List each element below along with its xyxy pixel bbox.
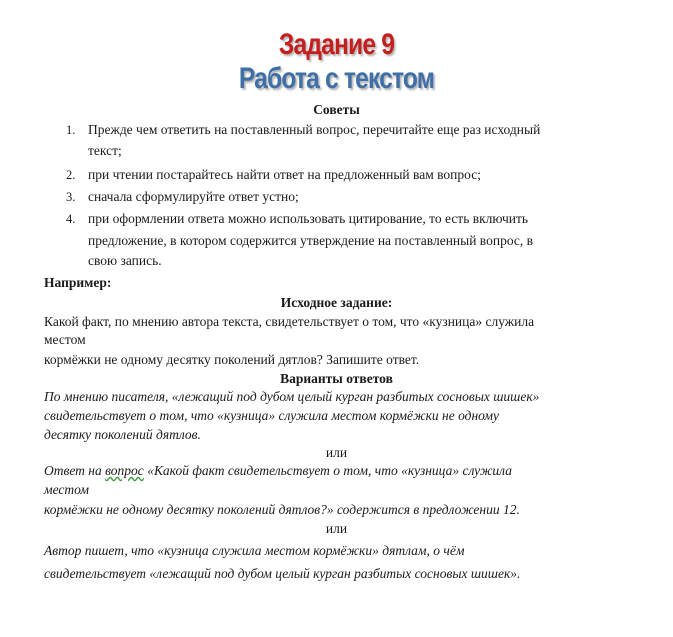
answer-line: [44, 463, 512, 479]
answer-line: десятку поколений дятлов.: [44, 427, 201, 442]
answer-line: свидетельствует о том, что «кузница» служила местом кормёжки не одному: [44, 408, 500, 423]
task-heading: Исходное задание:: [280, 295, 393, 310]
tip-line: текст;: [88, 143, 122, 158]
tip-line: при оформлении ответа можно использовать цитирование, то есть включить: [88, 211, 529, 226]
answer-line: местом: [44, 482, 90, 497]
answer-line: кормёжки не одному десятку поколений дятлов?» содержится в предложении 12.: [44, 502, 520, 517]
task-line: местом: [44, 332, 86, 347]
spellcheck-word: вопрос: [105, 463, 144, 478]
tip-line: сначала сформулируйте ответ устно;: [88, 189, 299, 204]
tip-line: Прежде чем ответить на поставленный вопрос, перечитайте еще раз исходный: [88, 122, 541, 137]
tip-number: 4.: [66, 212, 76, 226]
answers-heading: Варианты ответов: [280, 371, 393, 386]
tip-line: при чтении постарайтесь найти ответ на предложенный вам вопрос;: [88, 167, 481, 182]
tip-number: 2.: [66, 168, 76, 182]
answer-line: Автор пишет, что «кузница служила местом кормёжки» дятлам, о чём: [44, 543, 465, 558]
tips-heading: Советы: [313, 102, 360, 117]
or-separator: или: [325, 521, 348, 536]
tip-line: свою запись.: [88, 253, 162, 268]
task-line: Какой факт, по мнению автора текста, свидетельствует о том, что «кузница» служила: [44, 314, 535, 329]
answer-line: По мнению писателя, «лежащий под дубом целый курган разбитых сосновых шишек»: [44, 389, 540, 404]
answer-text: Ответ на: [44, 463, 106, 478]
example-label: Например:: [44, 275, 112, 290]
page-subtitle: Работа с текстом: [238, 62, 435, 95]
tip-number: 1.: [66, 123, 76, 137]
or-separator: или: [325, 445, 348, 460]
answer-text: «Какой факт свидетельствует о том, что «кузница» служила: [143, 463, 512, 478]
tip-line: предложение, в котором содержится утверждение на поставленный вопрос, в: [88, 233, 534, 248]
tip-number: 3.: [66, 190, 76, 204]
task-line: кормёжки не одному десятку поколений дятлов? Запишите ответ.: [44, 352, 420, 367]
answer-line: свидетельствует «лежащий под дубом целый курган разбитых сосновых шишек».: [44, 566, 521, 581]
page-title: Задание 9: [278, 28, 395, 61]
